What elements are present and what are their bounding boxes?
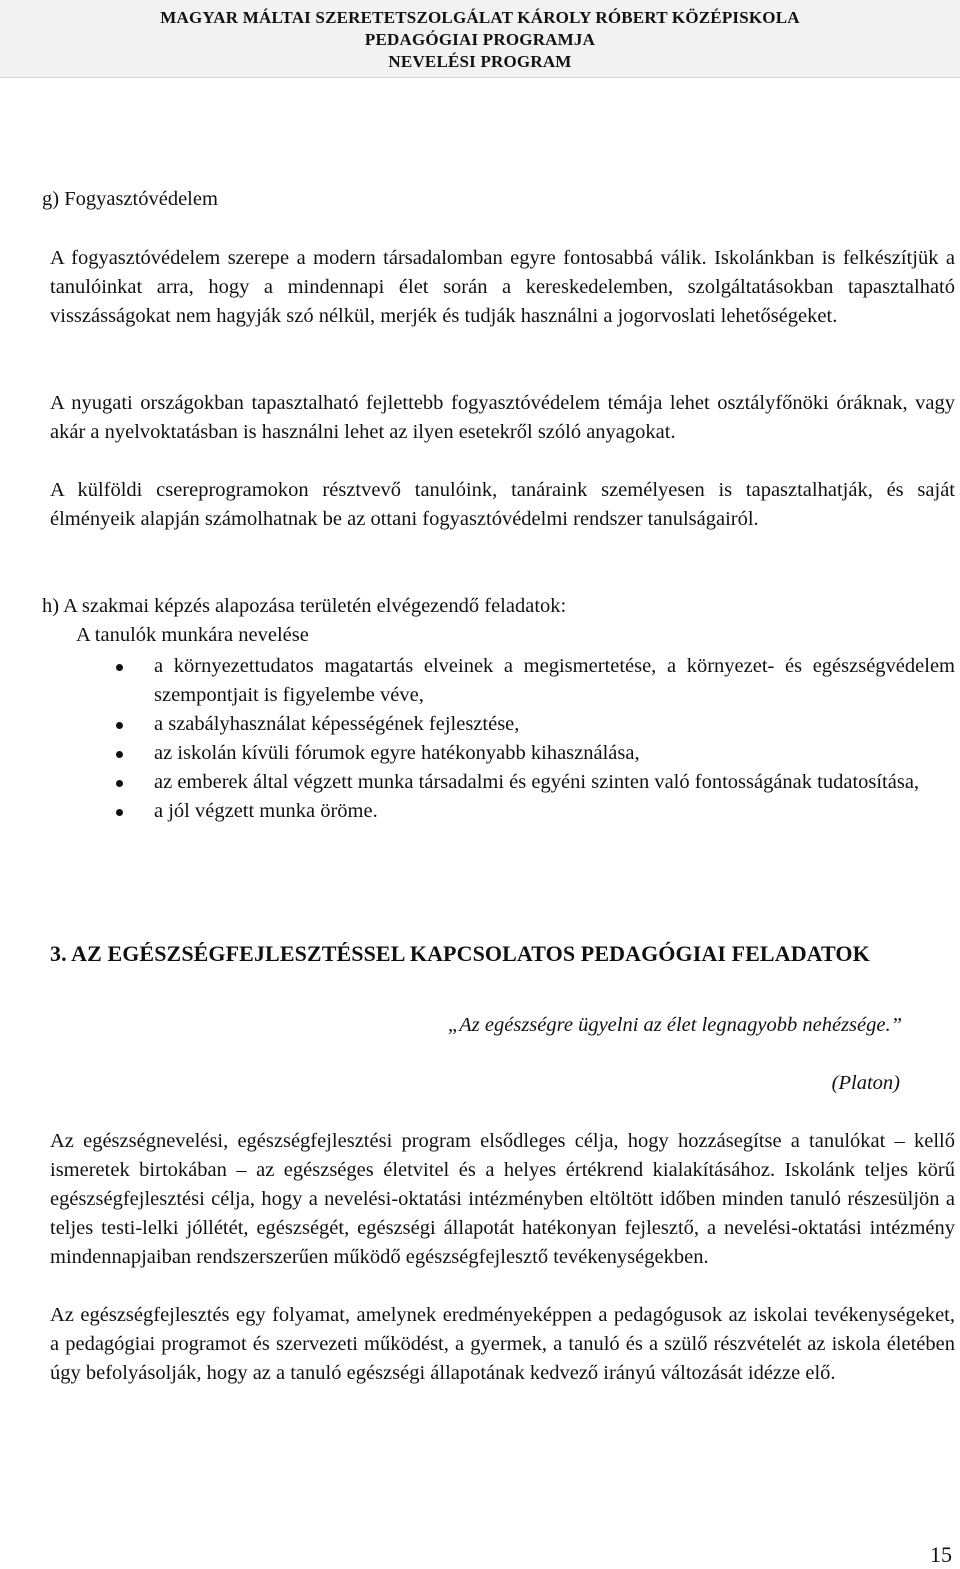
section-3-paragraph-2: Az egészségfejlesztés egy folyamat, amelynek eredményeképpen a pedagógusok az iskolai tevékenységeket, a pedagógiai programot és szervezeti működést, a gyermek, a tanuló és a szülő részvételét az iskola életében úgy befolyásolják, hogy az a tanuló egészségi állapotának kedvező irányú változását idézze elő. bbox=[50, 1304, 955, 1384]
list-item bbox=[154, 768, 955, 797]
list-item bbox=[154, 652, 955, 710]
page-header bbox=[0, 0, 960, 78]
list-item bbox=[154, 797, 955, 826]
list-item-text: az emberek által végzett munka társadalmi és egyéni szinten való fontosságának tudatosítása, bbox=[154, 771, 920, 793]
page-number: 15 bbox=[930, 1542, 952, 1567]
section-3-paragraph-1: Az egészségnevelési, egészségfejlesztési program elsődleges célja, hogy hozzásegítse a tanulókat – kellő ismeretek birtokában – az egészséges életvitel és a helyes értékrend kialakításához. Iskolánk teljes körű egészségfejlesztési célja, hogy a nevelési-oktatási intézményben eltöltött időben minden tanuló részesüljön a teljes testi-lelki jóllétét, egészségét, egészségi állapotát hatékonyan fejlesztő, a nevelési-oktatási intézmény mindennapjaiban rendszerszerűen működő egészségfejlesztő tevékenységekben. bbox=[50, 1130, 955, 1268]
section-3-title: 3. AZ EGÉSZSÉGFEJLESZTÉSSEL KAPCSOLATOS PEDAGÓGIAI FELADATOK bbox=[50, 941, 870, 966]
bullet-icon bbox=[116, 780, 123, 787]
header-program-title: PEDAGÓGIAI PROGRAMJA bbox=[364, 30, 596, 49]
list-item-text: a jól végzett munka öröme. bbox=[154, 800, 378, 822]
bullet-icon bbox=[116, 664, 123, 671]
section-h-subheading: A tanulók munkára nevelése bbox=[76, 624, 309, 646]
section-h-heading: h) A szakmai képzés alapozása területén elvégezendő feladatok: bbox=[42, 595, 567, 617]
list-item-text: az iskolán kívüli fórumok egyre hatékonyabb kihasználása, bbox=[154, 742, 640, 764]
motto-author: (Platon) bbox=[831, 1072, 900, 1094]
list-item bbox=[154, 739, 955, 768]
task-list bbox=[154, 652, 955, 826]
list-item-text: a környezettudatos magatartás elveinek a megismertetése, a környezet- és egészségvédelem szempontjait is figyelembe véve, bbox=[154, 655, 955, 706]
bullet-icon bbox=[116, 722, 123, 729]
header-section-title: NEVELÉSI PROGRAM bbox=[388, 52, 572, 71]
header-school-name: MAGYAR MÁLTAI SZERETETSZOLGÁLAT KÁROLY RÓBERT KÖZÉPISKOLA bbox=[160, 8, 800, 27]
section-g-paragraph-3: A külföldi csereprogramokon résztvevő tanulóink, tanáraink személyesen is tapasztalhatják, és saját élményeik alapján számolhatnak be az ottani fogyasztóvédelmi rendszer tanulságairól. bbox=[50, 479, 955, 530]
section-g-heading: g) Fogyasztóvédelem bbox=[42, 188, 218, 210]
section-g-paragraph-2: A nyugati országokban tapasztalható fejlettebb fogyasztóvédelem témája lehet osztályfőnöki óráknak, vagy akár a nyelvoktatásban is használni lehet az ilyen esetekről szóló anyagokat. bbox=[50, 392, 955, 443]
section-g-paragraph-1: A fogyasztóvédelem szerepe a modern társadalomban egyre fontosabbá válik. Iskolánkban is felkészítjük a tanulóinkat arra, hogy a mindennapi élet során a kereskedelemben, szolgáltatásokban tapasztalható visszásságokat nem hagyják szó nélkül, merjék és tudják használni a jogorvoslati lehetőségeket. bbox=[50, 247, 955, 327]
list-item-text: a szabályhasználat képességének fejlesztése, bbox=[154, 713, 520, 735]
list-item bbox=[154, 710, 955, 739]
bullet-icon bbox=[116, 751, 123, 758]
motto-quote: „Az egészségre ügyelni az élet legnagyobb nehézsége.” bbox=[447, 1014, 902, 1036]
bullet-icon bbox=[116, 809, 123, 816]
